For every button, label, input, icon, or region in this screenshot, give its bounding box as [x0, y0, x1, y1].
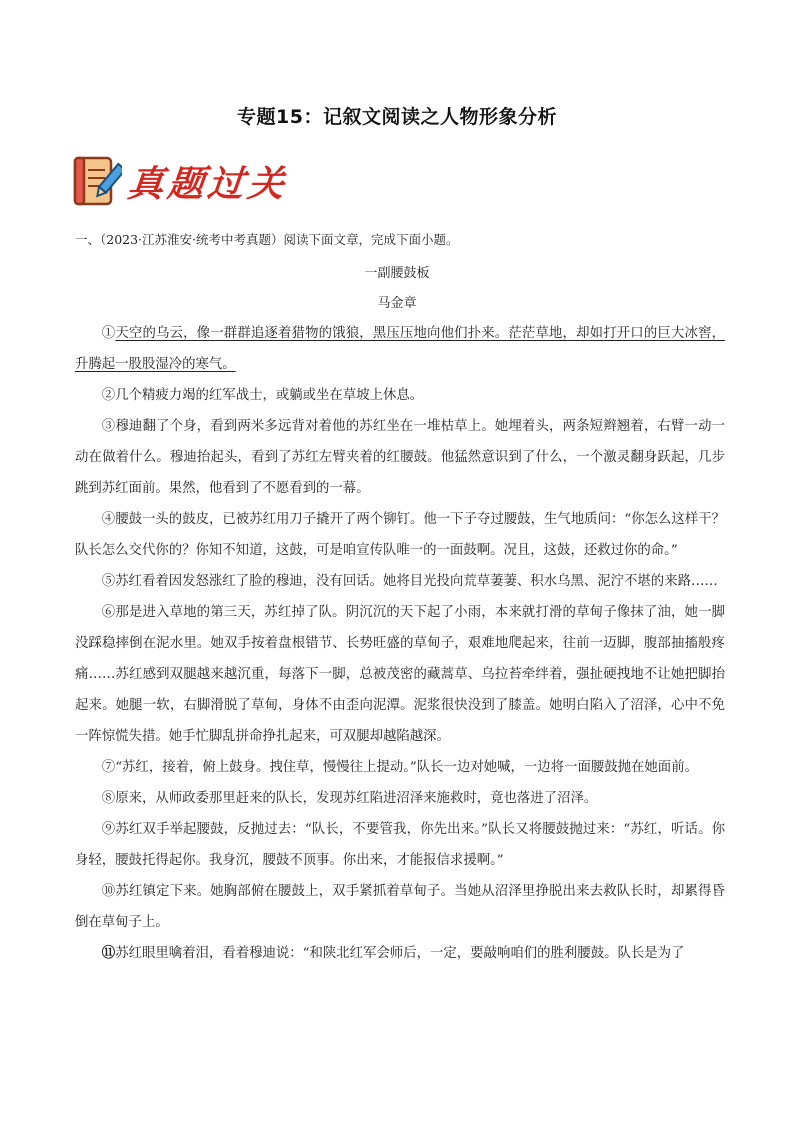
paragraph-6: [75, 597, 725, 752]
paragraph-text: 苏红眼里噙着泪，看着穆迪说：“和陕北红军会师后，一定，要敲响咱们的胜利腰鼓。队长是为了: [115, 946, 685, 961]
paragraph-2: [75, 380, 725, 411]
paragraph-text: “苏红，接着，俯上鼓身。拽住草，慢慢往上提动。”队长一边对她喊，一边将一面腰鼓抛在她面前。: [115, 760, 698, 775]
paragraph-11: [75, 938, 725, 969]
question-header: 一、（2023·江苏淮安·统考中考真题）阅读下面文章，完成下面小题。: [75, 232, 459, 247]
paragraph-3: [75, 411, 725, 504]
page-title: 专题15：记叙文阅读之人物形象分析: [237, 106, 557, 128]
article-body: [75, 318, 725, 969]
paragraph-text: 那是进入草地的第三天，苏红掉了队。阴沉沉的天下起了小雨，本来就打滑的草甸子像抹了油，她一脚没踩稳摔倒在泥水里。她双手按着盘根错节、长势旺盛的草甸子，艰难地爬起来，往前一迈脚，腹部抽搐般疼痛……苏红感到双腿越来越沉重，每落下一脚，总被茂密的藏蒿草、乌拉苔牵绊着，强扯硬拽地不让她把脚抬起来。她腿一软，右脚滑脱了草甸，身体不由歪向泥潭。泥浆很快没到了膝盖。她明白陷入了沼泽，心中不免一阵惊慌失措。她手忙脚乱拼命挣扎起来，可双腿却越陷越深。: [75, 605, 726, 744]
paragraph-text: 几个精疲力竭的红军战士，或躺或坐在草坡上休息。: [115, 388, 424, 403]
paragraph-1: [75, 318, 725, 380]
paragraph-5: [75, 566, 725, 597]
paragraph-number: ③: [101, 419, 116, 434]
paragraph-text: 原来，从师政委那里赶来的队长，发现苏红陷进沼泽来施救时，竟也落进了沼泽。: [115, 791, 598, 806]
paragraph-number: ⑤: [101, 574, 116, 589]
paragraph-number: ⑧: [101, 791, 116, 806]
paragraph-text: 苏红看着因发怒涨红了脸的穆迪，没有回话。她将目光投向荒草萋萋、积水乌黑、泥泞不堪的来路……: [115, 574, 718, 589]
paragraph-number: ⑨: [101, 822, 116, 837]
paragraph-text: 苏红双手举起腰鼓，反抛过去：“队长，不要管我，你先出来。”队长又将腰鼓抛过来：“苏红，听话。你身轻，腰鼓托得起你。我身沉，腰鼓不顶事。你出来，才能报信求援啊。”: [75, 822, 726, 868]
paragraph-8: [75, 783, 725, 814]
paragraph-4: [75, 504, 725, 566]
paragraph-number: ②: [101, 388, 116, 403]
paragraph-7: [75, 752, 725, 783]
article-author: 马金章: [377, 296, 417, 311]
paragraph-number: ④: [101, 512, 116, 527]
paragraph-text: 苏红镇定下来。她胸部俯在腰鼓上，双手紧抓着草甸子。当她从沼泽里挣脱出来去救队长时，却累得昏倒在草甸子上。: [75, 884, 726, 930]
paragraph-text: 天空的乌云，像一群群追逐着猎物的饿狼，黑压压地向他们扑来。茫茫草地，却如打开口的巨大冰窖，升腾起一股股湿冷的寒气。: [75, 326, 726, 372]
notebook-pencil-icon: [72, 154, 122, 208]
paragraph-number: ⑦: [101, 760, 116, 775]
paragraph-text: 穆迪翻了个身，看到两米多远背对着他的苏红坐在一堆枯草上。她埋着头，两条短辫翘着，右臂一动一动在做着什么。穆迪抬起头，看到了苏红左臂夹着的红腰鼓。他猛然意识到了什么，一个激灵翻身跃起，几步跳到苏红面前。果然，他看到了不愿看到的一幕。: [75, 419, 726, 496]
paragraph-number: ⑪: [101, 945, 116, 961]
paragraph-number: ⑥: [101, 605, 116, 620]
paragraph-number: ⑩: [101, 884, 116, 899]
paragraph-number: ①: [101, 326, 116, 341]
paragraph-text: 腰鼓一头的鼓皮，已被苏红用刀子撬开了两个铆钉。他一下子夺过腰鼓，生气地质问：“你怎么这样干？队长怎么交代你的？你知不知道，这鼓，可是咱宣传队唯一的一面鼓啊。况且，这鼓，还救过你的命。”: [75, 512, 726, 558]
paragraph-10: [75, 876, 725, 938]
section-banner: [72, 153, 288, 209]
article-title: 一副腰鼓板: [364, 266, 430, 281]
paragraph-9: [75, 814, 725, 876]
banner-label: 真题过关: [125, 162, 290, 205]
